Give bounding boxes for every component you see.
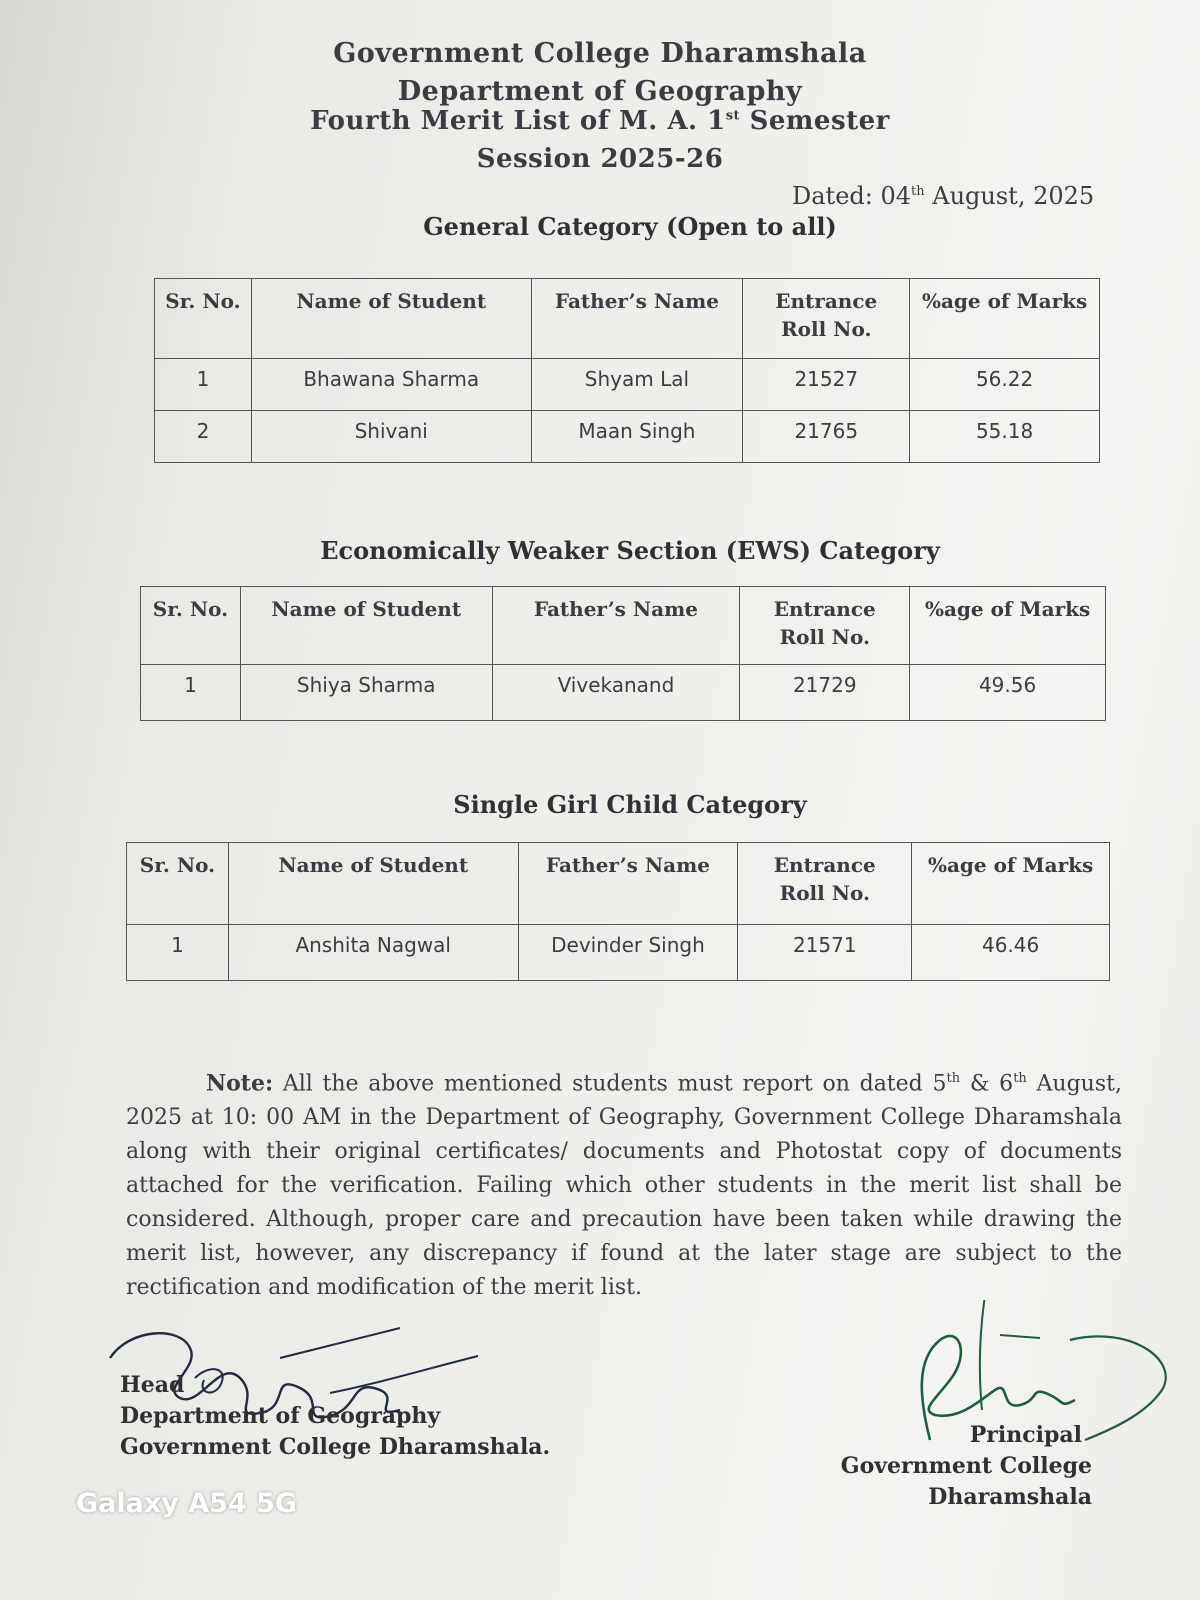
list-title: Fourth Merit List of M. A. 1st Semester	[310, 106, 890, 136]
col-father-name: Father’s Name	[531, 279, 743, 359]
cell-marks: 56.22	[910, 359, 1100, 411]
cell-roll: 21729	[740, 665, 910, 721]
head-college: Government College Dharamshala.	[120, 1434, 551, 1460]
cell-sr: 1	[155, 359, 252, 411]
col-father-name: Father’s Name	[518, 843, 738, 925]
cell-student: Bhawana Sharma	[251, 359, 531, 411]
cell-father: Devinder Singh	[518, 925, 738, 981]
col-entrance-roll: Entrance Roll No.	[738, 843, 912, 925]
table-header-row	[127, 843, 1110, 925]
session: Session 2025-26	[476, 144, 724, 174]
col-marks-percent: %age of Marks	[910, 587, 1106, 665]
col-sr-no: Sr. No.	[141, 587, 241, 665]
department-name: Department of Geography	[397, 76, 803, 107]
general-category-title: General Category (Open to all)	[423, 212, 837, 241]
ews-category-title: Economically Weaker Section (EWS) Category	[320, 536, 940, 565]
table-row	[155, 359, 1100, 411]
col-student-name: Name of Student	[240, 587, 492, 665]
principal-title: Principal	[969, 1422, 1082, 1448]
cell-sr: 1	[127, 925, 229, 981]
cell-roll: 21571	[738, 925, 912, 981]
head-title: Head	[120, 1372, 185, 1398]
cell-sr: 1	[141, 665, 241, 721]
college-name: Government College Dharamshala	[333, 38, 867, 69]
cell-marks: 55.18	[910, 411, 1100, 463]
general-category-table	[154, 278, 1100, 463]
cell-father: Maan Singh	[531, 411, 743, 463]
camera-watermark: Galaxy A54 5G	[76, 1488, 298, 1519]
cell-student: Shivani	[251, 411, 531, 463]
cell-sr: 2	[155, 411, 252, 463]
col-student-name: Name of Student	[228, 843, 518, 925]
col-entrance-roll: Entrance Roll No.	[740, 587, 910, 665]
table-row	[155, 411, 1100, 463]
cell-father: Shyam Lal	[531, 359, 743, 411]
single-girl-child-table	[126, 842, 1110, 981]
col-sr-no: Sr. No.	[127, 843, 229, 925]
table-row	[127, 925, 1110, 981]
table-header-row	[155, 279, 1100, 359]
cell-student: Anshita Nagwal	[228, 925, 518, 981]
head-signature-block	[120, 1370, 550, 1463]
table-header-row	[141, 587, 1106, 665]
col-marks-percent: %age of Marks	[910, 279, 1100, 359]
ews-category-table	[140, 586, 1106, 721]
cell-marks: 49.56	[910, 665, 1106, 721]
table-row	[141, 665, 1106, 721]
cell-marks: 46.46	[912, 925, 1110, 981]
cell-roll: 21765	[743, 411, 910, 463]
principal-college: Government College Dharamshala	[840, 1453, 1092, 1510]
col-father-name: Father’s Name	[492, 587, 740, 665]
cell-father: Vivekanand	[492, 665, 740, 721]
col-student-name: Name of Student	[251, 279, 531, 359]
col-entrance-roll: Entrance Roll No.	[743, 279, 910, 359]
cell-student: Shiya Sharma	[240, 665, 492, 721]
col-marks-percent: %age of Marks	[912, 843, 1110, 925]
head-department: Department of Geography	[120, 1403, 441, 1429]
principal-signature-block	[708, 1420, 1092, 1513]
dated: Dated: 04th August, 2025	[792, 182, 1095, 210]
col-sr-no: Sr. No.	[155, 279, 252, 359]
single-girl-child-title: Single Girl Child Category	[453, 790, 807, 819]
cell-roll: 21527	[743, 359, 910, 411]
note-paragraph: Note: All the above mentioned students must report on dated 5th & 6th August, 2025 at 10: 00 AM in the Department of Geography, Government College Dharamshala along with their original certificates/ documents and Photostat copy of documents attached for the verification. Failing which other students in the merit list shall be considered. Although, proper care and precaution have been taken while drawing the merit list, however, any discrepancy if found at the later stage are subject to the rectification and modification of the merit list.	[126, 1070, 1122, 1301]
